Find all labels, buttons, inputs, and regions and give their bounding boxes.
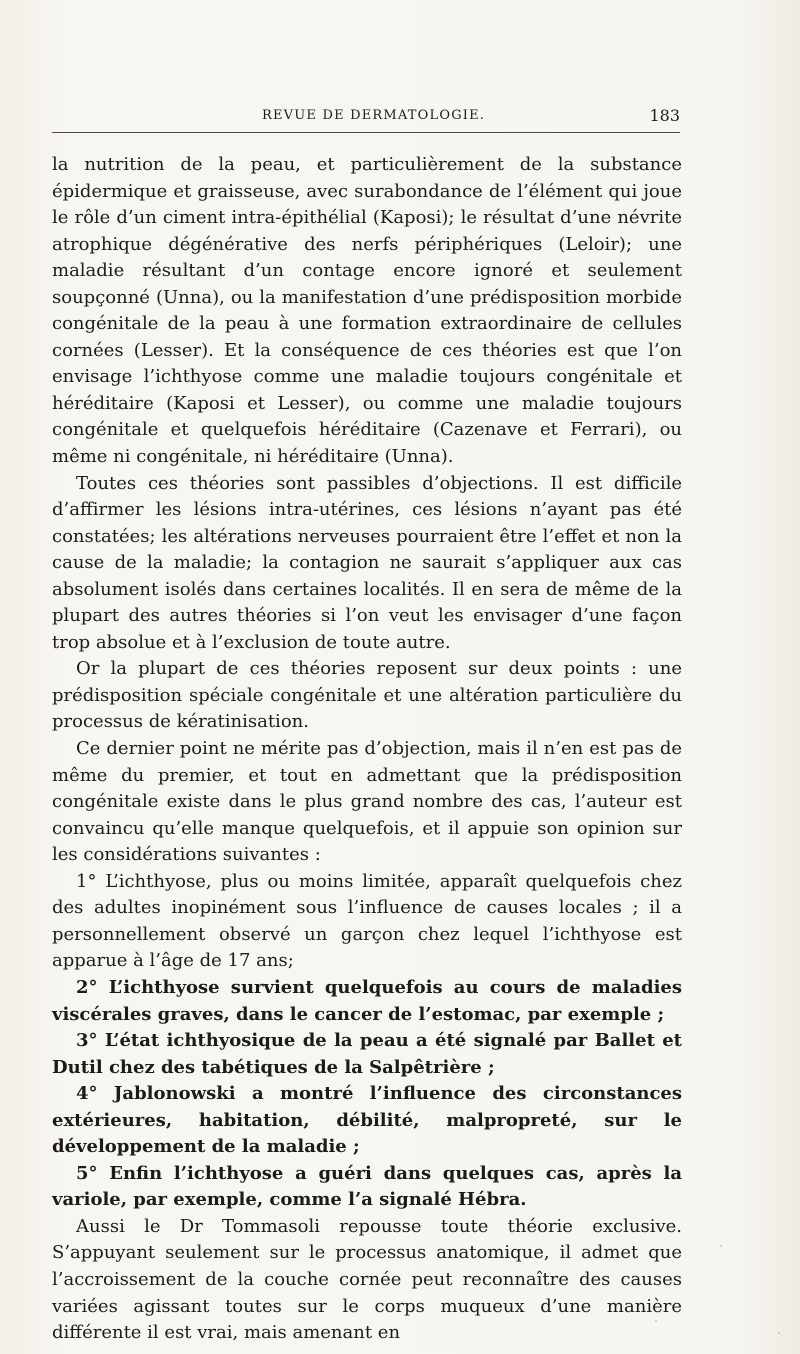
- page-header: [52, 104, 682, 130]
- paragraph-4: Ce dernier point ne mérite pas d’objection, mais il n’en est pas de même du premier, et tout en admettant que la prédisposition congénitale existe dans le plus grand nombre des cas, l’auteur est convaincu qu’elle manque quelquefois, et il appuie son opinion sur les considérations suivantes :: [52, 738, 682, 866]
- paper-speck: [778, 1332, 780, 1334]
- paragraph-5: Aussi le Dr Tommasoli repousse toute théorie exclusive. S’appuyant seulement sur le processus anatomique, il admet que l’accroissement de la couche cornée peut reconnaître des causes variées agissant toutes sur le corps muqueux d’une manière différente il est vrai, mais amenant en: [52, 1215, 682, 1344]
- article-body: [52, 152, 682, 1347]
- paragraph-3: Or la plupart de ces théories reposent sur deux points : une prédisposition spéciale congénitale et une altération particulière du processus de kératinisation.: [52, 658, 682, 733]
- paper-speck: [720, 1245, 722, 1247]
- paragraph-2: Toutes ces théories sont passibles d’objections. Il est difficile d’affirmer les lésions intra-utérines, ces lésions n’ayant pas été constatées; les altérations nerveuses pourraient être l’effet et non la cause de la maladie; la contagion ne saurait s’appliquer aux cas absolument isolés dans certaines localités. Il en sera de même de la plupart des autres théories si l’on veut les envisager d’une façon trop absolue et à l’exclusion de toute autre.: [52, 472, 682, 653]
- list-item-1: 1° L’ichthyose, plus ou moins limitée, apparaît quelquefois chez des adultes inopinément sous l’influence de causes locales ; il a personnellement observé un garçon chez lequel l’ichthyose est apparue à l’âge de 17 ans;: [52, 870, 682, 972]
- running-head: REVUE DE DERMATOLOGIE.: [262, 108, 486, 123]
- list-item-5: 5° Enfin l’ichthyose a guéri dans quelques cas, après la variole, par exemple, comme l’a signalé Hébra.: [52, 1162, 682, 1211]
- paragraph-1: la nutrition de la peau, et particulièrement de la substance épidermique et graisseuse, avec surabondance de l’élément qui joue le rôle d’un ciment intra-épithélial (Kaposi); le résultat d’une névrite atrophique dégénérative des nerfs périphériques (Leloir); une maladie résultant d’un contage encore ignoré et seulement soupçonné (Unna), ou la manifestation d’une prédisposition morbide congénitale de la peau à une formation extraordinaire de cellules cornées (Lesser). Et la conséquence de ces théories est que l’on envisage l’ichthyose comme une maladie toujours congénitale et héréditaire (Kaposi et Lesser), ou comme une maladie toujours congénitale et quelquefois héréditaire (Cazenave et Ferrari), ou même ni congénitale, ni héréditaire (Unna).: [52, 154, 682, 468]
- header-rule: [52, 132, 680, 133]
- list-item-3: 3° L’état ichthyosique de la peau a été signalé par Ballet et Dutil chez des tabétiques de la Salpêtrière ;: [52, 1030, 682, 1078]
- page-number: 183: [649, 106, 680, 125]
- list-item-4: 4° Jablonowski a montré l’influence des circonstances extérieures, habitation, débilité, malpropreté, sur le développement de la maladie ;: [52, 1083, 682, 1158]
- list-item-2: 2° L’ichthyose survient quelquefois au cours de maladies viscérales graves, dans le cancer de l’estomac, par exemple ;: [52, 976, 682, 1025]
- paper-speck: [655, 1320, 657, 1322]
